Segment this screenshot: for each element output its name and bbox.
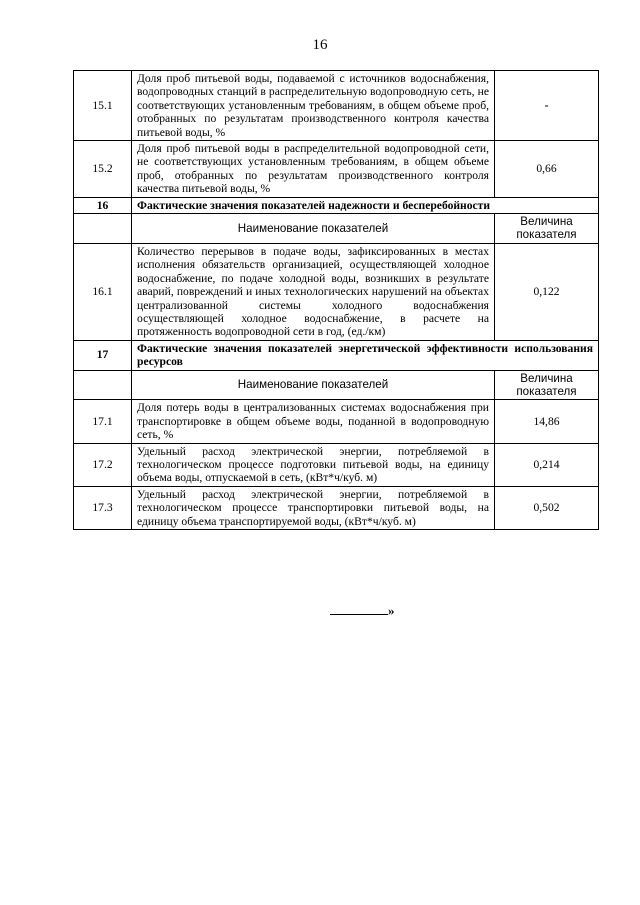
column-header-name: Наименование показателей <box>132 214 495 244</box>
column-header-value: Величина показателя <box>495 370 599 400</box>
indicator-value: 0,502 <box>495 486 599 529</box>
indicator-value: - <box>495 71 599 141</box>
indicators-table <box>73 70 599 530</box>
signature-line <box>330 603 388 615</box>
empty-cell <box>74 214 132 244</box>
row-number: 17.3 <box>74 486 132 529</box>
indicator-name: Доля проб питьевой воды в распределительной водопроводной сети, не соответствующих установленным требованиям, в общем объеме проб, отобранных по результатам производственного контроля качества питьевой воды, % <box>132 141 495 198</box>
table-row <box>74 400 599 443</box>
table-row <box>74 243 599 340</box>
indicator-name: Количество перерывов в подаче воды, зафиксированных в местах исполнения обязательств организацией, осуществляющей холодное водоснабжение, по подаче холодной воды, возникших в результате аварий, повреждений и иных технологических нарушений на объектах централизованной системы холодного водоснабжения осуществляющей холодное водоснабжение, в расчете на протяженность водопроводной сети в год, (ед./км) <box>132 243 495 340</box>
indicator-value: 0,122 <box>495 243 599 340</box>
row-number: 15.2 <box>74 141 132 198</box>
empty-cell <box>74 370 132 400</box>
row-number: 16.1 <box>74 243 132 340</box>
column-header-name: Наименование показателей <box>132 370 495 400</box>
section-number: 16 <box>74 197 132 213</box>
closing-quote: » <box>388 603 395 618</box>
section-number: 17 <box>74 340 132 370</box>
indicator-value: 0,214 <box>495 443 599 486</box>
table-row <box>74 71 599 141</box>
indicator-name: Удельный расход электрической энергии, потребляемой в технологическом процессе подготовки питьевой воды, на единицу объема воды, отпускаемой в сеть, (кВт*ч/куб. м) <box>132 443 495 486</box>
indicator-value: 14,86 <box>495 400 599 443</box>
row-number: 15.1 <box>74 71 132 141</box>
table-row <box>74 443 599 486</box>
table-row <box>74 141 599 198</box>
page-number: 16 <box>312 37 328 53</box>
column-header-row <box>74 214 599 244</box>
closing-mark <box>330 603 395 619</box>
row-number: 17.2 <box>74 443 132 486</box>
row-number: 17.1 <box>74 400 132 443</box>
indicator-name: Доля потерь воды в централизованных системах водоснабжения при транспортировке в общем объеме воды, поданной в водопроводную сеть, % <box>132 400 495 443</box>
indicator-name: Удельный расход электрической энергии, потребляемой в технологическом процессе транспортировки питьевой воды, на единицу объема транспортируемой воды, (кВт*ч/куб. м) <box>132 486 495 529</box>
table-row <box>74 486 599 529</box>
indicator-value: 0,66 <box>495 141 599 198</box>
indicator-name: Доля проб питьевой воды, подаваемой с источников водоснабжения, водопроводных станций в распределительную водопроводную сеть, не соответствующих установленным требованиям, в общем объеме проб, отобранных по результатам производственного контроля качества питьевой воды, % <box>132 71 495 141</box>
column-header-row <box>74 370 599 400</box>
column-header-value: Величина показателя <box>495 214 599 244</box>
section-header-16 <box>74 197 599 213</box>
section-title: Фактические значения показателей энергетической эффективности использования ресурсов <box>132 340 599 370</box>
section-header-17 <box>74 340 599 370</box>
section-title: Фактические значения показателей надежности и бесперебойности <box>132 197 599 213</box>
